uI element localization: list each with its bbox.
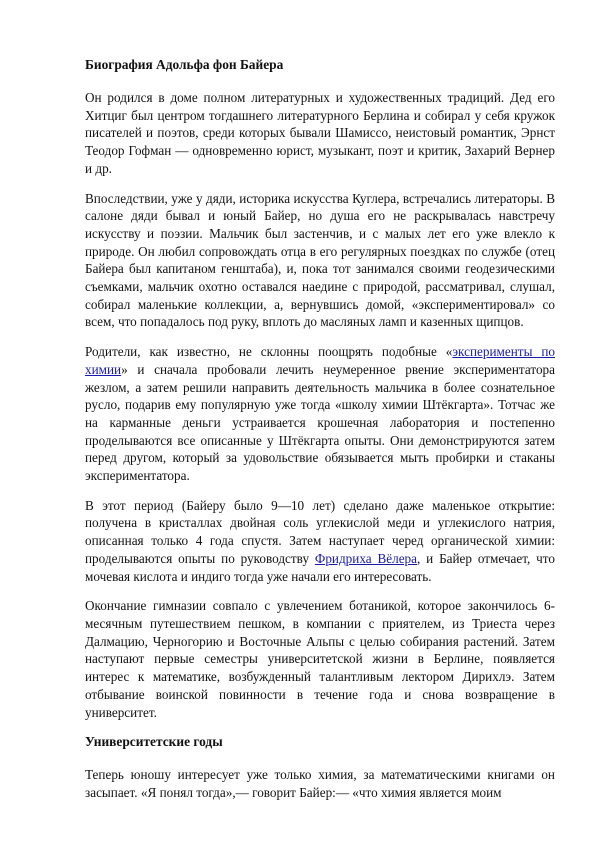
paragraph-3-text-before: Родители, как известно, не склонны поощрять подобные « — [85, 344, 453, 360]
paragraph-3-text-after: » и сначала пробовали лечить неумеренное рвение экспериментатора жезлом, а затем решили направить деятельность мальчика в более сознательное русло, подарив ему популярную уже тогда «школу химии Штёкгарта». Тотчас же на карманные деньги устраивается крошечная лаборатория и постепенно проделываются все описанные у Штёкгарта опыты. Они демонстрируются затем перед другом, который за удовольствие обязывается мыть пробирки и стаканы экспериментатора. — [85, 361, 555, 484]
document-body — [85, 56, 555, 802]
paragraph-6: Теперь юношу интересует уже только химия, за математическими книгами он засыпает. «Я понял тогда»,— говорит Байер:— «что химия является моим — [85, 767, 555, 800]
paragraph-4-text-before: В этот период (Байеру было 9—10 лет) сделано даже маленькое открытие: получена в кристаллах двойная соль углекислой меди и углекислого натрия, описанная только 4 года спустя. Затем наступает черед органической химии: проделываются опыты по руководству — [85, 497, 555, 566]
link-experiments-chemistry[interactable]: эксперименты по химии — [85, 344, 555, 377]
paragraph-2: Впоследствии, уже у дяди, историка искусства Куглера, встречались литераторы. В салоне дяди бывал и юный Байер, но душа его не раскрывалась навстречу искусству и поэзии. Мальчик был застенчив, и с малых лет его уже влекло к природе. Он любил сопровождать отца в его регулярных поездках по службе (отец Байера был капитаном генштаба), и, пока тот занимался своими геодезическими съемками, мальчик охотно оставался наедине с природой, рассматривал, слушал, собирал маленькие коллекции, а, вернувшись домой, «экспериментировал» со всем, что попадалось под руку, вплоть до масляных ламп и казенных щипцов. — [85, 190, 555, 330]
section-heading-university: Университетские годы — [85, 734, 223, 750]
document-title: Биография Адольфа фон Байера — [85, 57, 284, 72]
link-friedrich-wohler[interactable]: Фридриха Вёлера — [314, 550, 417, 566]
paragraph-5: Окончание гимназии совпало с увлечением ботаникой, которое закончилось 6-месячным путешествием пешком, в компании с приятелем, из Триеста через Далмацию, Черногорию и Восточные Альпы с целью собирания растений. Затем наступают первые семестры университетской жизни в Берлине, появляется интерес к математике, возбужденный талантливым лектором Дирихлэ. Затем отбывание воинской повинности в течение года и снова возвращение в университет. — [85, 598, 555, 720]
paragraph-3 — [85, 343, 555, 485]
paragraph-4-text-after: , и Байер отмечает, что мочевая кислота и индиго тогда уже начали его интересовать. — [85, 550, 555, 584]
paragraph-4 — [85, 497, 555, 586]
paragraph-1: Он родился в доме полном литературных и художественных традиций. Дед его Хитциг был центром тогдашнего литературного Берлина и собирал у себя кружок писателей и поэтов, среди которых бывали Шамиссо, неистовый романтик, Эрнст Теодор Гофман — одновременно юрист, музыкант, поэт и критик, Захарий Вернер и др. — [85, 90, 555, 176]
